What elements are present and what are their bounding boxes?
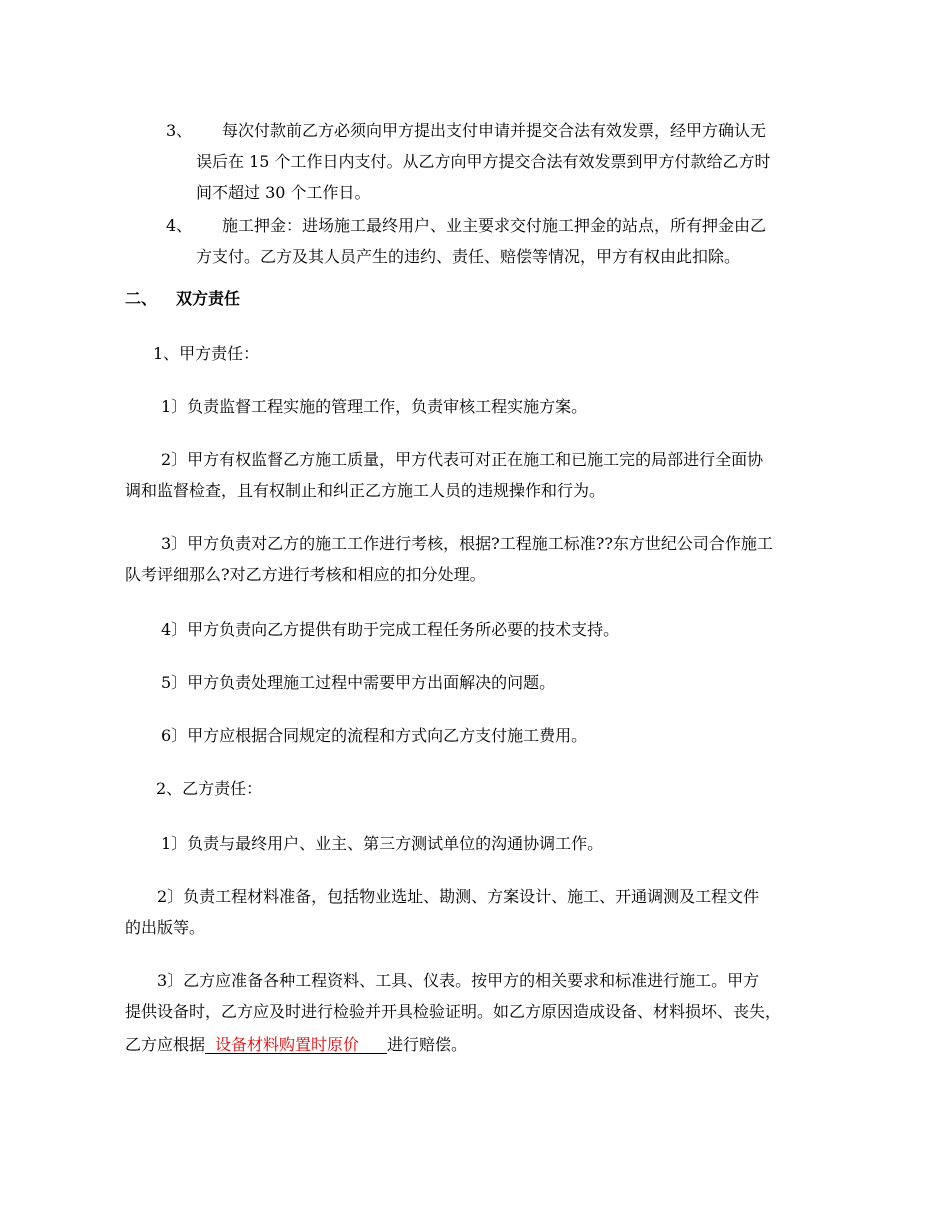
party-a-item-5: 5〕甲方负责处理施工过程中需要甲方出面解决的问题。 — [161, 673, 556, 692]
party-b-item-3-line-3 — [125, 1037, 467, 1054]
party-a-item-3-line-2: 队考评细那么?对乙方进行考核和相应的扣分处理。 — [125, 565, 486, 584]
party-a-item-1: 1〕负责监督工程实施的管理工作，负责审核工程实施方案。 — [161, 397, 588, 416]
party-b-heading: 2、乙方责任： — [156, 779, 263, 798]
item-3-line-3: 间不超过 30 个工作日。 — [196, 183, 371, 202]
party-b-item-2-line-1: 2〕负责工程材料准备，包括物业选址、勘测、方案设计、施工、开通调测及工程文件 — [157, 887, 760, 906]
item-4-line-2: 方支付。乙方及其人员产生的违约、责任、赔偿等情况，甲方有权由此扣除。 — [196, 247, 741, 266]
party-a-item-2-line-1: 2〕甲方有权监督乙方施工质量，甲方代表可对正在施工和已施工完的局部进行全面协 — [161, 450, 764, 469]
party-a-item-6: 6〕甲方应根据合同规定的流程和方式向乙方支付施工费用。 — [161, 726, 588, 745]
party-b-item-2-line-2: 的出版等。 — [125, 918, 206, 937]
compensation-suffix: 进行赔偿。 — [387, 1035, 468, 1054]
party-b-item-3-line-1: 3〕乙方应准备各种工程资料、工具、仪表。按甲方的相关要求和标准进行施工。甲方 — [157, 971, 760, 990]
party-a-item-2-line-2: 调和监督检查，且有权制止和纠正乙方施工人员的违规操作和行为。 — [125, 481, 606, 500]
compensation-basis-field — [205, 1037, 387, 1054]
party-a-item-3-line-1: 3〕甲方负责对乙方的施工工作进行考核，根据?工程施工标准??东方世纪公司合作施工 — [161, 534, 773, 553]
party-b-item-1: 1〕负责与最终用户、业主、第三方测试单位的沟通协调工作。 — [161, 834, 604, 853]
item-3-line-2: 误后在 15 个工作日内支付。从乙方向甲方提交合法有效发票到甲方付款给乙方时 — [196, 152, 771, 171]
section-2-title: 双方责任 — [176, 289, 241, 308]
compensation-prefix: 乙方应根据 — [125, 1035, 206, 1054]
compensation-basis-value: 设备材料购置时原价 — [215, 1035, 360, 1054]
party-a-heading: 1、甲方责任： — [153, 344, 260, 363]
party-a-item-4: 4〕甲方负责向乙方提供有助于完成工程任务所必要的技术支持。 — [161, 620, 620, 639]
party-b-item-3-line-2: 提供设备时，乙方应及时进行检验并开具检验证明。如乙方原因造成设备、材料损坏、丧失， — [125, 1002, 782, 1021]
item-4-number: 4、 — [166, 216, 193, 235]
item-4-line-1: 施工押金：进场施工最终用户、业主要求交付施工押金的站点，所有押金由乙 — [222, 216, 767, 235]
item-3-number: 3、 — [166, 121, 193, 140]
section-2-number: 二、 — [125, 289, 158, 308]
item-3-line-1: 每次付款前乙方必须向甲方提出支付申请并提交合法有效发票，经甲方确认无 — [222, 121, 767, 140]
